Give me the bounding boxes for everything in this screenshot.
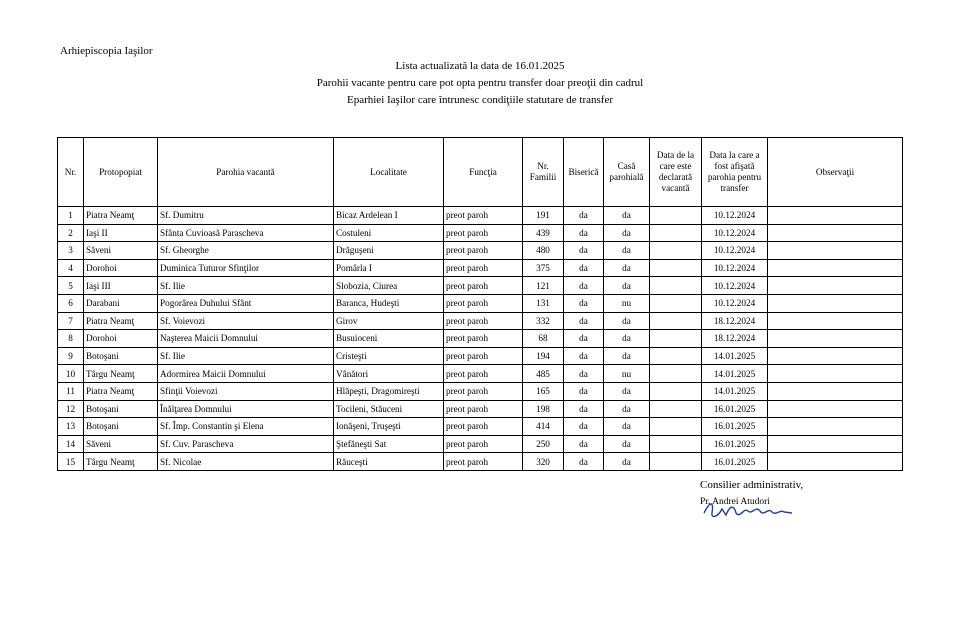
col-familii-cell: 191: [523, 207, 564, 225]
col-localitate-cell: Ionăşeni, Truşeşti: [334, 418, 444, 436]
col-functia-cell: preot paroh: [444, 365, 523, 383]
col-casa-header: Casă parohială: [604, 138, 650, 207]
col-nr-cell: 1: [58, 207, 84, 225]
col-nr-header: Nr.: [58, 138, 84, 207]
col-parohia-cell: Naşterea Maicii Domnului: [158, 330, 334, 348]
col-data-afisare-cell: 10.12.2024: [702, 207, 768, 225]
col-data-afisare-cell: 10.12.2024: [702, 294, 768, 312]
col-functia-cell: preot paroh: [444, 453, 523, 471]
col-biserica-cell: da: [564, 347, 604, 365]
col-casa-cell: da: [604, 400, 650, 418]
col-localitate-cell: Vânători: [334, 365, 444, 383]
col-nr-cell: 6: [58, 294, 84, 312]
table-row: [58, 365, 903, 383]
col-protopopiat-cell: Iaşi II: [84, 224, 158, 242]
col-casa-cell: da: [604, 382, 650, 400]
col-observatii-header: Observaţii: [768, 138, 903, 207]
col-familii-cell: 414: [523, 418, 564, 436]
col-casa-cell: da: [604, 224, 650, 242]
col-data-afisare-cell: 18.12.2024: [702, 312, 768, 330]
col-casa-cell: da: [604, 435, 650, 453]
col-data-afisare-cell: 16.01.2025: [702, 418, 768, 436]
table-row: [58, 382, 903, 400]
col-data-afisare-cell: 14.01.2025: [702, 347, 768, 365]
col-data-afisare-header: Data la care a fost afişată parohia pentru transfer: [702, 138, 768, 207]
col-functia-cell: preot paroh: [444, 347, 523, 365]
col-data-vacanta-cell: [650, 207, 702, 225]
col-nr-cell: 5: [58, 277, 84, 295]
col-protopopiat-cell: Târgu Neamţ: [84, 365, 158, 383]
col-casa-cell: da: [604, 259, 650, 277]
signatory-role: Consilier administrativ,: [700, 479, 804, 491]
col-data-vacanta-cell: [650, 382, 702, 400]
col-casa-cell: nu: [604, 365, 650, 383]
col-protopopiat-cell: Piatra Neamţ: [84, 312, 158, 330]
col-data-afisare-cell: 18.12.2024: [702, 330, 768, 348]
col-observatii-cell: [768, 435, 903, 453]
col-parohia-cell: Sfinţii Voievozi: [158, 382, 334, 400]
col-parohia-cell: Sf. Nicolae: [158, 453, 334, 471]
col-observatii-cell: [768, 347, 903, 365]
col-nr-cell: 11: [58, 382, 84, 400]
col-data-afisare-cell: 10.12.2024: [702, 277, 768, 295]
table-row: [58, 207, 903, 225]
col-functia-cell: preot paroh: [444, 242, 523, 260]
col-parohia-cell: Sf. Cuv. Parascheva: [158, 435, 334, 453]
col-protopopiat-cell: Dorohoi: [84, 259, 158, 277]
col-data-vacanta-cell: [650, 418, 702, 436]
col-protopopiat-cell: Dorohoi: [84, 330, 158, 348]
col-localitate-cell: Girov: [334, 312, 444, 330]
table-row: [58, 400, 903, 418]
table-row: [58, 347, 903, 365]
table-row: [58, 224, 903, 242]
col-biserica-header: Biserică: [564, 138, 604, 207]
table-row: [58, 418, 903, 436]
col-nr-cell: 3: [58, 242, 84, 260]
col-casa-cell: da: [604, 418, 650, 436]
col-functia-cell: preot paroh: [444, 400, 523, 418]
col-parohia-header: Parohia vacantă: [158, 138, 334, 207]
col-biserica-cell: da: [564, 418, 604, 436]
col-casa-cell: da: [604, 330, 650, 348]
col-casa-cell: da: [604, 277, 650, 295]
col-familii-header: Nr. Familii: [523, 138, 564, 207]
col-observatii-cell: [768, 207, 903, 225]
col-localitate-cell: Baranca, Hudeşti: [334, 294, 444, 312]
col-protopopiat-cell: Iaşi III: [84, 277, 158, 295]
col-functia-cell: preot paroh: [444, 207, 523, 225]
col-data-vacanta-cell: [650, 312, 702, 330]
col-data-vacanta-cell: [650, 365, 702, 383]
col-parohia-cell: Sf. Ilie: [158, 347, 334, 365]
heading-line: Lista actualizată la data de 16.01.2025: [395, 60, 565, 72]
col-localitate-cell: Bicaz Ardelean I: [334, 207, 444, 225]
col-observatii-cell: [768, 242, 903, 260]
col-observatii-cell: [768, 259, 903, 277]
col-nr-cell: 4: [58, 259, 84, 277]
col-biserica-cell: da: [564, 365, 604, 383]
col-localitate-cell: Tocileni, Stăuceni: [334, 400, 444, 418]
col-localitate-cell: Slobozia, Ciurea: [334, 277, 444, 295]
col-biserica-cell: da: [564, 312, 604, 330]
vacant-parishes-table: [57, 137, 903, 471]
col-data-vacanta-cell: [650, 242, 702, 260]
col-parohia-cell: Sf. Gheorghe: [158, 242, 334, 260]
col-data-vacanta-cell: [650, 400, 702, 418]
col-functia-cell: preot paroh: [444, 382, 523, 400]
col-biserica-cell: da: [564, 453, 604, 471]
col-biserica-cell: da: [564, 400, 604, 418]
col-functia-cell: preot paroh: [444, 312, 523, 330]
col-parohia-cell: Sfânta Cuvioasă Parascheva: [158, 224, 334, 242]
col-protopopiat-cell: Piatra Neamţ: [84, 382, 158, 400]
col-casa-cell: nu: [604, 294, 650, 312]
col-localitate-cell: Cristeşti: [334, 347, 444, 365]
col-familii-cell: 165: [523, 382, 564, 400]
col-biserica-cell: da: [564, 224, 604, 242]
col-functia-header: Funcţia: [444, 138, 523, 207]
col-data-afisare-cell: 10.12.2024: [702, 259, 768, 277]
col-casa-cell: da: [604, 347, 650, 365]
col-familii-cell: 332: [523, 312, 564, 330]
col-nr-cell: 2: [58, 224, 84, 242]
table-row: [58, 312, 903, 330]
col-observatii-cell: [768, 382, 903, 400]
col-nr-cell: 13: [58, 418, 84, 436]
col-nr-cell: 14: [58, 435, 84, 453]
col-biserica-cell: da: [564, 277, 604, 295]
table-body: [58, 207, 903, 471]
col-parohia-cell: Sf. Voievozi: [158, 312, 334, 330]
col-data-vacanta-cell: [650, 259, 702, 277]
col-data-afisare-cell: 10.12.2024: [702, 242, 768, 260]
col-casa-cell: da: [604, 312, 650, 330]
col-parohia-cell: Duminica Tuturor Sfinţilor: [158, 259, 334, 277]
col-functia-cell: preot paroh: [444, 418, 523, 436]
col-familii-cell: 121: [523, 277, 564, 295]
col-parohia-cell: Sf. Împ. Constantin şi Elena: [158, 418, 334, 436]
col-familii-cell: 485: [523, 365, 564, 383]
table-row: [58, 435, 903, 453]
col-functia-cell: preot paroh: [444, 330, 523, 348]
col-observatii-cell: [768, 453, 903, 471]
col-familii-cell: 439: [523, 224, 564, 242]
col-nr-cell: 15: [58, 453, 84, 471]
organization-name: Arhiepiscopia Iaşilor: [60, 45, 153, 57]
col-protopopiat-cell: Botoşani: [84, 347, 158, 365]
col-protopopiat-cell: Darabani: [84, 294, 158, 312]
table-row: [58, 330, 903, 348]
table-row: [58, 259, 903, 277]
col-data-vacanta-cell: [650, 294, 702, 312]
col-data-afisare-cell: 16.01.2025: [702, 453, 768, 471]
col-biserica-cell: da: [564, 294, 604, 312]
col-protopopiat-cell: Târgu Neamţ: [84, 453, 158, 471]
col-protopopiat-cell: Botoşani: [84, 418, 158, 436]
col-protopopiat-cell: Botoşani: [84, 400, 158, 418]
col-data-afisare-cell: 16.01.2025: [702, 400, 768, 418]
col-familii-cell: 131: [523, 294, 564, 312]
col-biserica-cell: da: [564, 330, 604, 348]
table-row: [58, 242, 903, 260]
col-data-afisare-cell: 10.12.2024: [702, 224, 768, 242]
col-functia-cell: preot paroh: [444, 224, 523, 242]
col-nr-cell: 9: [58, 347, 84, 365]
col-localitate-header: Localitate: [334, 138, 444, 207]
col-protopopiat-header: Protopopiat: [84, 138, 158, 207]
col-data-afisare-cell: 14.01.2025: [702, 365, 768, 383]
col-biserica-cell: da: [564, 382, 604, 400]
col-nr-cell: 8: [58, 330, 84, 348]
col-observatii-cell: [768, 365, 903, 383]
col-localitate-cell: Răuceşti: [334, 453, 444, 471]
table-row: [58, 294, 903, 312]
col-localitate-cell: Busuioceni: [334, 330, 444, 348]
col-observatii-cell: [768, 418, 903, 436]
heading-line: Eparhiei Iaşilor care întrunesc condiţiile statutare de transfer: [346, 94, 614, 106]
document-heading: [0, 58, 960, 109]
table-row: [58, 453, 903, 471]
col-nr-cell: 12: [58, 400, 84, 418]
col-observatii-cell: [768, 330, 903, 348]
col-observatii-cell: [768, 312, 903, 330]
col-casa-cell: da: [604, 453, 650, 471]
col-parohia-cell: Înălţarea Domnului: [158, 400, 334, 418]
col-localitate-cell: Hlăpeşti, Dragomireşti: [334, 382, 444, 400]
col-data-afisare-cell: 14.01.2025: [702, 382, 768, 400]
col-observatii-cell: [768, 400, 903, 418]
col-data-afisare-cell: 16.01.2025: [702, 435, 768, 453]
col-protopopiat-cell: Săveni: [84, 242, 158, 260]
col-nr-cell: 7: [58, 312, 84, 330]
heading-line: Parohii vacante pentru care pot opta pentru transfer doar preoţii din cadrul: [316, 77, 644, 89]
col-data-vacanta-header: Data de la care este declarată vacantă: [650, 138, 702, 207]
signatory-name: Pr. Andrei Atudori: [700, 497, 770, 507]
col-casa-cell: da: [604, 242, 650, 260]
col-familii-cell: 68: [523, 330, 564, 348]
col-functia-cell: preot paroh: [444, 294, 523, 312]
col-parohia-cell: Sf. Ilie: [158, 277, 334, 295]
col-familii-cell: 194: [523, 347, 564, 365]
col-biserica-cell: da: [564, 242, 604, 260]
col-biserica-cell: da: [564, 435, 604, 453]
col-familii-cell: 480: [523, 242, 564, 260]
col-familii-cell: 320: [523, 453, 564, 471]
col-localitate-cell: Ştefăneşti Sat: [334, 435, 444, 453]
col-observatii-cell: [768, 224, 903, 242]
col-data-vacanta-cell: [650, 330, 702, 348]
table-header-row: [58, 138, 903, 207]
handwritten-signature: [700, 493, 800, 523]
col-protopopiat-cell: Piatra Neamţ: [84, 207, 158, 225]
col-casa-cell: da: [604, 207, 650, 225]
table-row: [58, 277, 903, 295]
col-biserica-cell: da: [564, 259, 604, 277]
col-functia-cell: preot paroh: [444, 435, 523, 453]
col-familii-cell: 198: [523, 400, 564, 418]
col-data-vacanta-cell: [650, 453, 702, 471]
col-biserica-cell: da: [564, 207, 604, 225]
col-observatii-cell: [768, 294, 903, 312]
col-data-vacanta-cell: [650, 224, 702, 242]
col-observatii-cell: [768, 277, 903, 295]
col-parohia-cell: Sf. Dumitru: [158, 207, 334, 225]
col-data-vacanta-cell: [650, 277, 702, 295]
col-data-vacanta-cell: [650, 435, 702, 453]
col-parohia-cell: Pogorârea Duhului Sfânt: [158, 294, 334, 312]
col-data-vacanta-cell: [650, 347, 702, 365]
col-familii-cell: 375: [523, 259, 564, 277]
col-parohia-cell: Adormirea Maicii Domnului: [158, 365, 334, 383]
col-localitate-cell: Pomârla I: [334, 259, 444, 277]
col-functia-cell: preot paroh: [444, 277, 523, 295]
col-localitate-cell: Drăguşeni: [334, 242, 444, 260]
col-familii-cell: 250: [523, 435, 564, 453]
col-protopopiat-cell: Săveni: [84, 435, 158, 453]
col-functia-cell: preot paroh: [444, 259, 523, 277]
col-nr-cell: 10: [58, 365, 84, 383]
col-localitate-cell: Costuleni: [334, 224, 444, 242]
